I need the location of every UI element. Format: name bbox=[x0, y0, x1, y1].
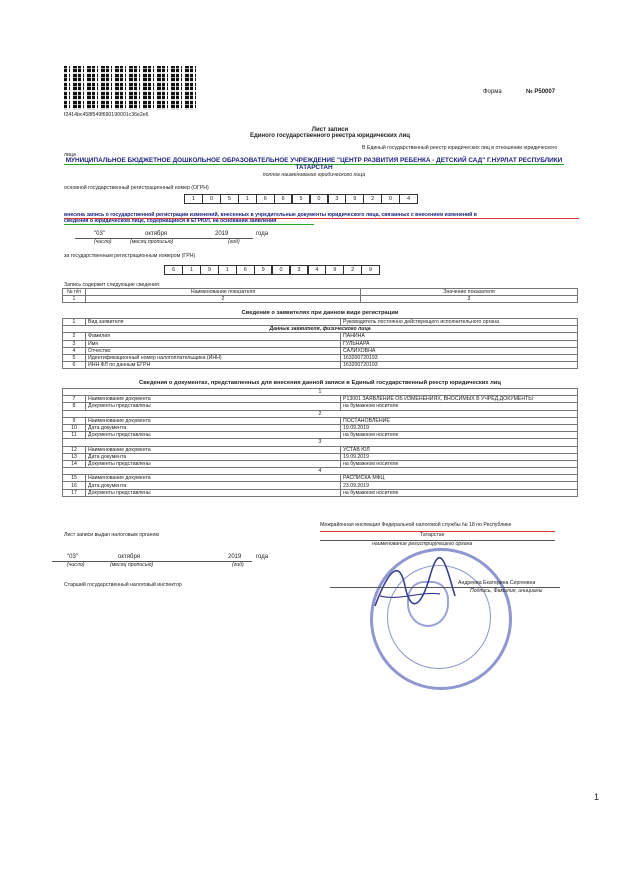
grn-digit: 4 bbox=[308, 265, 327, 275]
applicants-table bbox=[62, 318, 578, 369]
footer-month: октября bbox=[118, 554, 140, 560]
inspector-caption: Подпись, Фамилия, инициалы bbox=[470, 588, 543, 594]
indicators-table: № п/п Наименование показателя Значение показателя 1 2 3 bbox=[62, 288, 578, 303]
applicants-section-title: Сведения о заявителях при данном виде регистрации bbox=[241, 310, 399, 316]
table-row: 12 Наименование документа УСТАВ ЮЛ bbox=[63, 446, 578, 453]
footer-year-word: года bbox=[256, 554, 269, 560]
entry-text-line2: сведения о юридическом лице, содержащиеся в ЕГРЮЛ, на основании заявления bbox=[64, 218, 277, 224]
table-row: 5 Идентификационный номер налогоплательщика (ИНН) 163200720193 bbox=[63, 354, 578, 361]
table-row: 8 Документы представлены на бумажном носителе bbox=[63, 403, 578, 410]
grn-digit: 9 bbox=[254, 265, 273, 275]
grn-label: за государственным регистрационным номером (ГРН) bbox=[64, 253, 196, 259]
table-row: 13 Дата документа 19.09.2019 bbox=[63, 453, 578, 460]
table-row: 7 Наименование документа Р13001 ЗАЯВЛЕНИЕ ОБ ИЗМЕНЕНИЯХ, ВНОСИМЫХ В УЧРЕД.ДОКУМЕНТЫ bbox=[63, 396, 578, 403]
col-number: № п/п bbox=[63, 289, 86, 296]
footer-cap-month: (месяц прописью) bbox=[110, 562, 154, 568]
ogrn-digit: 3 bbox=[328, 194, 347, 204]
table-row: 3 Имя ГУЛЬНАРА bbox=[63, 340, 578, 347]
contains-label: Запись содержит следующие сведения: bbox=[64, 282, 161, 288]
entry-cap-year: (год) bbox=[228, 239, 240, 245]
ogrn-digit: 6 bbox=[274, 194, 293, 204]
inspector-title: Старший государственный налоговый инспектор bbox=[64, 582, 182, 588]
form-number: № Р50007 bbox=[526, 89, 556, 95]
authority-name: Межрайонная инспекция Федеральной налоговой службы № 18 по Республике bbox=[320, 522, 512, 528]
entry-text: внесена запись о государственной регистрации изменений, внесенных в учредительные документы юридического лица, связанных с внесением изменений в bbox=[64, 212, 477, 218]
applicants-subtitle: Данные заявителя, физического лица bbox=[63, 326, 578, 333]
grn-digit: 3 bbox=[290, 265, 309, 275]
documents-section-title: Сведения о документах, представленных для внесения данной записи в Единый государственный реестр юридических лиц bbox=[139, 380, 501, 386]
table-row: 9 Наименование документа ПОСТАНОВЛЕНИЕ bbox=[63, 417, 578, 424]
table-row: 15 Наименование документа РАСПИСКА МФЦ bbox=[63, 475, 578, 482]
grn-digit: 9 bbox=[361, 265, 380, 275]
grn-digit: 1 bbox=[218, 265, 237, 275]
ogrn-digits bbox=[185, 194, 418, 204]
footer-cap-year: (год) bbox=[232, 562, 244, 568]
footer-day: "03" bbox=[67, 554, 78, 560]
grn-digit: 0 bbox=[272, 265, 291, 275]
ogrn-digit: 4 bbox=[399, 194, 418, 204]
barcode-text: f2414bc458f549f690190001c36e2e6 bbox=[64, 112, 149, 118]
table-row: 10 Дата документа 19.09.2019 bbox=[63, 424, 578, 431]
ogrn-digit: 0 bbox=[202, 194, 221, 204]
entry-cap-day: (число) bbox=[94, 239, 112, 245]
table-row: 14 Документы представлены на бумажном носителе bbox=[63, 460, 578, 467]
barcode-image bbox=[64, 66, 198, 110]
entry-day: "03" bbox=[94, 231, 105, 237]
table-row: 4 Отчество САЛИХОВНА bbox=[63, 347, 578, 354]
page-subtitle: Единого государственного реестра юридических лиц bbox=[250, 133, 410, 139]
ogrn-digit: 5 bbox=[220, 194, 239, 204]
issued-label: Лист записи выдан налоговым органом bbox=[64, 532, 159, 538]
ogrn-label: основной государственный регистрационный номер (ОГРН) bbox=[64, 185, 209, 191]
org-name-line2: ТАТАРСТАН bbox=[295, 164, 333, 171]
page-number: 1 bbox=[594, 792, 600, 802]
grn-digits bbox=[165, 265, 380, 275]
grn-digit: 1 bbox=[182, 265, 201, 275]
ogrn-digit: 0 bbox=[381, 194, 400, 204]
group-number: 2 bbox=[63, 410, 578, 417]
entry-year-word: года bbox=[256, 231, 269, 237]
documents-table bbox=[62, 388, 578, 497]
grn-digit: 9 bbox=[325, 265, 344, 275]
ogrn-digit: 1 bbox=[184, 194, 203, 204]
ogrn-digit: 1 bbox=[238, 194, 257, 204]
table-row: 16 Дата документа 23.09.2019 bbox=[63, 482, 578, 489]
entry-cap-month: (месяц прописью) bbox=[130, 239, 174, 245]
org-name-caption: полное наименование юридического лица bbox=[262, 172, 366, 178]
grn-digit: 9 bbox=[200, 265, 219, 275]
group-number: 1 bbox=[63, 389, 578, 396]
ogrn-digit: 9 bbox=[345, 194, 364, 204]
intro-text-end: лица bbox=[64, 152, 76, 158]
col-name: Наименование показателя bbox=[86, 289, 361, 296]
signature-image bbox=[370, 556, 460, 616]
footer-cap-day: (число) bbox=[67, 562, 85, 568]
ogrn-digit: 0 bbox=[310, 194, 329, 204]
table-row: 11 Документы представлены на бумажном носителе bbox=[63, 432, 578, 439]
group-number: 3 bbox=[63, 439, 578, 446]
table-row: 6 ИНН ФЛ по данным ЕГРН 163200720193 bbox=[63, 362, 578, 369]
ogrn-digit: 2 bbox=[363, 194, 382, 204]
group-number: 4 bbox=[63, 468, 578, 475]
page-title: Лист записи bbox=[311, 127, 349, 133]
grn-digit: 2 bbox=[343, 265, 362, 275]
table-row: 1 Вид заявителя Руководитель постоянно действующего исполнительного органа bbox=[63, 319, 578, 326]
ogrn-digit: 6 bbox=[256, 194, 275, 204]
grn-digit: 6 bbox=[164, 265, 183, 275]
grn-digit: 6 bbox=[236, 265, 255, 275]
ogrn-digit: 5 bbox=[292, 194, 311, 204]
form-label: Форма bbox=[483, 89, 502, 95]
footer-year: 2019 bbox=[228, 554, 242, 560]
entry-month: октября bbox=[145, 231, 167, 237]
authority-name-line2: Татарстан bbox=[420, 532, 445, 538]
col-value: Значение показателя bbox=[361, 289, 578, 296]
authority-caption: наименование регистрирующего органа bbox=[372, 541, 473, 547]
org-name: МУНИЦИПАЛЬНОЕ БЮДЖЕТНОЕ ДОШКОЛЬНОЕ ОБРАЗОВАТЕЛЬНОЕ УЧРЕЖДЕНИЕ "ЦЕНТР РАЗВИТИЯ РЕБЕНКА - ДЕТСКИЙ САД" Г.НУРЛАТ РЕСПУБЛИКИ bbox=[65, 157, 563, 164]
table-row: 2 Фамилия ПАНИНА bbox=[63, 333, 578, 340]
intro-text: В Единый государственный реестр юридических лиц в отношении юридического bbox=[362, 145, 558, 151]
table-row: 17 Документы представлены на бумажном носителе bbox=[63, 489, 578, 496]
entry-year: 2019 bbox=[215, 231, 229, 237]
inspector-name: Андреева Екатерина Сергеевна bbox=[458, 580, 536, 586]
